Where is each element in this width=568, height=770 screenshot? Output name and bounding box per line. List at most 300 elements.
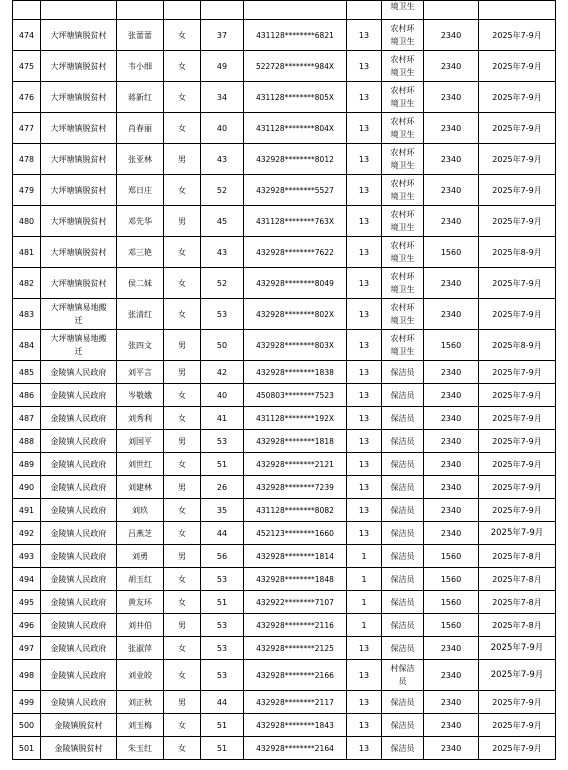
cell-no: 494 xyxy=(13,568,41,591)
cell-unit: 金陵镇人民政府 xyxy=(41,637,117,660)
cell-unit: 大坪塘镇脱贫村 xyxy=(41,82,117,113)
cell-post: 保洁员 xyxy=(382,430,424,453)
cell-post: 保洁员 xyxy=(382,714,424,737)
cell-period: 2025年7-9月 xyxy=(479,144,556,175)
cell-unit: 大坪塘镇易地搬迁 xyxy=(41,330,117,361)
cell-period: 2025年7-9月 xyxy=(479,82,556,113)
cell-salary: 2340 xyxy=(424,476,479,499)
cell-unit: 大坪塘镇脱贫村 xyxy=(41,237,117,268)
cell-id: 432928********1848 xyxy=(244,568,347,591)
cell-sex: 女 xyxy=(164,499,201,522)
cell-no: 482 xyxy=(13,268,41,299)
cell-id: 522728********984X xyxy=(244,51,347,82)
cell-sex: 女 xyxy=(164,175,201,206)
cell-no: 474 xyxy=(13,20,41,51)
cell-id xyxy=(244,1,347,20)
cell-id: 432928********2117 xyxy=(244,691,347,714)
cell-post: 保洁员 xyxy=(382,384,424,407)
cell-name: 张清红 xyxy=(117,299,164,330)
cell-id: 432928********2166 xyxy=(244,660,347,691)
cell-sex: 女 xyxy=(164,113,201,144)
cell-unit: 金陵镇人民政府 xyxy=(41,430,117,453)
cell-sex: 男 xyxy=(164,144,201,175)
cell-period: 2025年8-9月 xyxy=(479,237,556,268)
cell-unit: 金陵镇人民政府 xyxy=(41,407,117,430)
cell-name: 刘正秋 xyxy=(117,691,164,714)
cell-salary: 1560 xyxy=(424,330,479,361)
cell-post: 保洁员 xyxy=(382,407,424,430)
cell-post: 保洁员 xyxy=(382,591,424,614)
cell-sex: 女 xyxy=(164,737,201,760)
cell-salary: 1560 xyxy=(424,591,479,614)
cell-salary: 2340 xyxy=(424,660,479,691)
cell-sex: 男 xyxy=(164,361,201,384)
cell-months: 13 xyxy=(347,175,382,206)
table-row xyxy=(13,591,556,614)
cell-name: 刘秀利 xyxy=(117,407,164,430)
cell-unit: 大坪塘镇脱贫村 xyxy=(41,51,117,82)
cell-id: 432928********7622 xyxy=(244,237,347,268)
cell-salary: 1560 xyxy=(424,568,479,591)
cell-no: 490 xyxy=(13,476,41,499)
cell-sex: 女 xyxy=(164,568,201,591)
cell-salary: 2340 xyxy=(424,82,479,113)
cell-no: 499 xyxy=(13,691,41,714)
cell-no: 476 xyxy=(13,82,41,113)
cell-id: 450803********7523 xyxy=(244,384,347,407)
cell-age: 43 xyxy=(201,144,244,175)
cell-no: 481 xyxy=(13,237,41,268)
cell-salary xyxy=(424,1,479,20)
cell-sex: 女 xyxy=(164,453,201,476)
cell-months: 13 xyxy=(347,737,382,760)
table-row xyxy=(13,51,556,82)
cell-age: 45 xyxy=(201,206,244,237)
roster-table xyxy=(12,0,556,760)
cell-name: 刘国平 xyxy=(117,430,164,453)
cell-age: 53 xyxy=(201,660,244,691)
cell-post: 农村环境卫生 xyxy=(382,144,424,175)
cell-sex: 男 xyxy=(164,476,201,499)
cell-months: 1 xyxy=(347,545,382,568)
cell-sex: 女 xyxy=(164,522,201,545)
cell-name: 侯二妹 xyxy=(117,268,164,299)
cell-age: 44 xyxy=(201,691,244,714)
cell-no xyxy=(13,1,41,20)
cell-no: 497 xyxy=(13,637,41,660)
cell-no: 483 xyxy=(13,299,41,330)
cell-period: 2025年7-9月 xyxy=(479,476,556,499)
cell-period: 2025年7-9月 xyxy=(479,522,556,545)
cell-months: 13 xyxy=(347,299,382,330)
cell-salary: 2340 xyxy=(424,206,479,237)
roster-body xyxy=(13,1,556,760)
cell-unit: 金陵镇脱贫村 xyxy=(41,737,117,760)
cell-sex: 男 xyxy=(164,430,201,453)
cell-period: 2025年8-9月 xyxy=(479,330,556,361)
cell-unit: 金陵镇人民政府 xyxy=(41,361,117,384)
cell-months: 13 xyxy=(347,206,382,237)
cell-sex: 女 xyxy=(164,51,201,82)
cell-unit: 大坪塘镇脱贫村 xyxy=(41,268,117,299)
cell-period: 2025年7-9月 xyxy=(479,206,556,237)
cell-id: 432928********2125 xyxy=(244,637,347,660)
cell-no: 489 xyxy=(13,453,41,476)
table-row xyxy=(13,637,556,660)
cell-months: 13 xyxy=(347,499,382,522)
cell-no: 487 xyxy=(13,407,41,430)
cell-name: 刘平言 xyxy=(117,361,164,384)
cell-salary: 2340 xyxy=(424,175,479,206)
table-row-continued xyxy=(13,1,556,20)
cell-months: 13 xyxy=(347,430,382,453)
cell-period: 2025年7-9月 xyxy=(479,660,556,691)
cell-age: 35 xyxy=(201,499,244,522)
cell-age: 40 xyxy=(201,384,244,407)
table-row xyxy=(13,660,556,691)
cell-id: 432928********1838 xyxy=(244,361,347,384)
table-row xyxy=(13,330,556,361)
cell-period: 2025年7-9月 xyxy=(479,737,556,760)
cell-post: 保洁员 xyxy=(382,614,424,637)
cell-salary: 2340 xyxy=(424,637,479,660)
cell-post: 保洁员 xyxy=(382,691,424,714)
table-row xyxy=(13,113,556,144)
cell-post: 保洁员 xyxy=(382,476,424,499)
cell-salary: 2340 xyxy=(424,407,479,430)
cell-name: 韦小细 xyxy=(117,51,164,82)
cell-period: 2025年7-9月 xyxy=(479,453,556,476)
cell-post: 农村环境卫生 xyxy=(382,330,424,361)
table-row xyxy=(13,299,556,330)
cell-unit: 大坪塘镇易地搬迁 xyxy=(41,299,117,330)
cell-age: 44 xyxy=(201,522,244,545)
cell-unit: 大坪塘镇脱贫村 xyxy=(41,175,117,206)
cell-unit: 金陵镇人民政府 xyxy=(41,453,117,476)
cell-sex: 女 xyxy=(164,20,201,51)
cell-age: 42 xyxy=(201,361,244,384)
cell-age: 53 xyxy=(201,637,244,660)
cell-post: 境卫生 xyxy=(382,1,424,20)
cell-name: 刘井伯 xyxy=(117,614,164,637)
cell-name: 邓三艳 xyxy=(117,237,164,268)
cell-id: 431128********763X xyxy=(244,206,347,237)
cell-unit: 金陵镇脱贫村 xyxy=(41,714,117,737)
cell-post: 保洁员 xyxy=(382,737,424,760)
cell-age: 56 xyxy=(201,545,244,568)
cell-no: 486 xyxy=(13,384,41,407)
cell-id: 432928********802X xyxy=(244,299,347,330)
cell-name: 刘世红 xyxy=(117,453,164,476)
cell-salary: 2340 xyxy=(424,691,479,714)
cell-months: 13 xyxy=(347,237,382,268)
cell-period: 2025年7-9月 xyxy=(479,714,556,737)
cell-salary: 2340 xyxy=(424,113,479,144)
cell-months: 13 xyxy=(347,384,382,407)
cell-sex: 男 xyxy=(164,545,201,568)
cell-name: 吕燕芝 xyxy=(117,522,164,545)
cell-no: 492 xyxy=(13,522,41,545)
cell-no: 496 xyxy=(13,614,41,637)
roster-table-container xyxy=(12,0,555,760)
cell-sex: 女 xyxy=(164,384,201,407)
cell-name: 刘业皎 xyxy=(117,660,164,691)
cell-months: 13 xyxy=(347,144,382,175)
cell-name: 黄友环 xyxy=(117,591,164,614)
cell-months: 13 xyxy=(347,330,382,361)
cell-age: 51 xyxy=(201,737,244,760)
cell-id: 431128********8082 xyxy=(244,499,347,522)
cell-salary: 2340 xyxy=(424,499,479,522)
cell-unit: 金陵镇人民政府 xyxy=(41,691,117,714)
cell-no: 475 xyxy=(13,51,41,82)
cell-months: 13 xyxy=(347,20,382,51)
cell-salary: 2340 xyxy=(424,20,479,51)
cell-period: 2025年7-9月 xyxy=(479,20,556,51)
cell-post: 农村环境卫生 xyxy=(382,299,424,330)
cell-months: 13 xyxy=(347,637,382,660)
cell-no: 488 xyxy=(13,430,41,453)
cell-post: 农村环境卫生 xyxy=(382,113,424,144)
table-row xyxy=(13,453,556,476)
cell-months: 13 xyxy=(347,522,382,545)
cell-post: 保洁员 xyxy=(382,568,424,591)
table-row xyxy=(13,568,556,591)
table-row xyxy=(13,545,556,568)
cell-post: 保洁员 xyxy=(382,453,424,476)
cell-sex: 男 xyxy=(164,614,201,637)
table-row xyxy=(13,206,556,237)
cell-unit: 金陵镇人民政府 xyxy=(41,545,117,568)
cell-id: 432928********5527 xyxy=(244,175,347,206)
cell-unit: 大坪塘镇脱贫村 xyxy=(41,20,117,51)
cell-age: 50 xyxy=(201,330,244,361)
cell-months: 13 xyxy=(347,691,382,714)
cell-name: 胡玉红 xyxy=(117,568,164,591)
cell-post: 保洁员 xyxy=(382,637,424,660)
cell-period: 2025年7-9月 xyxy=(479,268,556,299)
cell-months: 13 xyxy=(347,361,382,384)
cell-unit xyxy=(41,1,117,20)
cell-salary: 2340 xyxy=(424,714,479,737)
cell-name: 岑敬娥 xyxy=(117,384,164,407)
cell-unit: 大坪塘镇脱贫村 xyxy=(41,144,117,175)
cell-sex: 女 xyxy=(164,637,201,660)
cell-no: 500 xyxy=(13,714,41,737)
cell-post: 农村环境卫生 xyxy=(382,175,424,206)
cell-salary: 2340 xyxy=(424,737,479,760)
table-row xyxy=(13,175,556,206)
cell-unit: 金陵镇人民政府 xyxy=(41,591,117,614)
cell-age: 53 xyxy=(201,568,244,591)
cell-months: 13 xyxy=(347,660,382,691)
cell-age: 34 xyxy=(201,82,244,113)
cell-age: 51 xyxy=(201,453,244,476)
cell-age: 41 xyxy=(201,407,244,430)
cell-name: 刘玖 xyxy=(117,499,164,522)
table-row xyxy=(13,361,556,384)
cell-age: 37 xyxy=(201,20,244,51)
table-row xyxy=(13,82,556,113)
table-row xyxy=(13,407,556,430)
cell-no: 498 xyxy=(13,660,41,691)
cell-age: 53 xyxy=(201,614,244,637)
cell-months: 1 xyxy=(347,591,382,614)
cell-age: 53 xyxy=(201,299,244,330)
cell-salary: 1560 xyxy=(424,237,479,268)
cell-unit: 金陵镇人民政府 xyxy=(41,568,117,591)
cell-name: 张淑萍 xyxy=(117,637,164,660)
cell-no: 491 xyxy=(13,499,41,522)
cell-age: 51 xyxy=(201,591,244,614)
cell-no: 495 xyxy=(13,591,41,614)
cell-unit: 大坪塘镇脱贫村 xyxy=(41,113,117,144)
cell-unit: 金陵镇人民政府 xyxy=(41,614,117,637)
table-row xyxy=(13,268,556,299)
cell-id: 432928********8012 xyxy=(244,144,347,175)
cell-sex: 男 xyxy=(164,206,201,237)
table-row xyxy=(13,737,556,760)
cell-sex: 女 xyxy=(164,268,201,299)
cell-no: 485 xyxy=(13,361,41,384)
cell-sex: 女 xyxy=(164,591,201,614)
cell-months xyxy=(347,1,382,20)
cell-no: 479 xyxy=(13,175,41,206)
cell-period: 2025年7-9月 xyxy=(479,691,556,714)
cell-period: 2025年7-8月 xyxy=(479,591,556,614)
cell-salary: 2340 xyxy=(424,522,479,545)
cell-unit: 金陵镇人民政府 xyxy=(41,522,117,545)
cell-id: 431128********804X xyxy=(244,113,347,144)
cell-months: 1 xyxy=(347,614,382,637)
table-row xyxy=(13,614,556,637)
cell-name: 张四文 xyxy=(117,330,164,361)
cell-period: 2025年7-9月 xyxy=(479,407,556,430)
table-row xyxy=(13,237,556,268)
cell-sex: 女 xyxy=(164,714,201,737)
cell-id: 432928********1814 xyxy=(244,545,347,568)
cell-period: 2025年7-8月 xyxy=(479,545,556,568)
cell-salary: 2340 xyxy=(424,430,479,453)
cell-unit: 金陵镇人民政府 xyxy=(41,660,117,691)
cell-post: 保洁员 xyxy=(382,545,424,568)
cell-months: 13 xyxy=(347,82,382,113)
cell-sex: 女 xyxy=(164,660,201,691)
cell-age xyxy=(201,1,244,20)
cell-period: 2025年7-9月 xyxy=(479,299,556,330)
cell-sex: 女 xyxy=(164,82,201,113)
cell-name: 刘建林 xyxy=(117,476,164,499)
cell-period: 2025年7-8月 xyxy=(479,568,556,591)
cell-post: 农村环境卫生 xyxy=(382,82,424,113)
cell-salary: 1560 xyxy=(424,545,479,568)
table-row xyxy=(13,144,556,175)
cell-id: 431128********192X xyxy=(244,407,347,430)
cell-post: 农村环境卫生 xyxy=(382,268,424,299)
cell-months: 13 xyxy=(347,453,382,476)
cell-salary: 2340 xyxy=(424,268,479,299)
table-row xyxy=(13,384,556,407)
cell-no: 501 xyxy=(13,737,41,760)
cell-salary: 1560 xyxy=(424,614,479,637)
cell-no: 478 xyxy=(13,144,41,175)
cell-period: 2025年7-9月 xyxy=(479,113,556,144)
cell-age: 52 xyxy=(201,268,244,299)
cell-salary: 2340 xyxy=(424,453,479,476)
cell-period: 2025年7-9月 xyxy=(479,175,556,206)
cell-age: 26 xyxy=(201,476,244,499)
cell-salary: 2340 xyxy=(424,51,479,82)
cell-age: 52 xyxy=(201,175,244,206)
cell-sex: 男 xyxy=(164,691,201,714)
cell-sex: 男 xyxy=(164,330,201,361)
cell-name: 蒋新红 xyxy=(117,82,164,113)
cell-salary: 2340 xyxy=(424,361,479,384)
cell-unit: 金陵镇人民政府 xyxy=(41,499,117,522)
cell-period xyxy=(479,1,556,20)
table-row xyxy=(13,691,556,714)
cell-unit: 金陵镇人民政府 xyxy=(41,384,117,407)
cell-id: 432922********7107 xyxy=(244,591,347,614)
cell-id: 432928********8049 xyxy=(244,268,347,299)
cell-sex xyxy=(164,1,201,20)
cell-name: 朱玉红 xyxy=(117,737,164,760)
cell-post: 保洁员 xyxy=(382,522,424,545)
cell-id: 432928********2121 xyxy=(244,453,347,476)
cell-months: 13 xyxy=(347,268,382,299)
cell-months: 13 xyxy=(347,407,382,430)
cell-post: 农村环境卫生 xyxy=(382,237,424,268)
cell-salary: 2340 xyxy=(424,144,479,175)
table-row xyxy=(13,714,556,737)
cell-post: 农村环境卫生 xyxy=(382,206,424,237)
table-row xyxy=(13,522,556,545)
cell-period: 2025年7-9月 xyxy=(479,51,556,82)
cell-period: 2025年7-9月 xyxy=(479,430,556,453)
cell-id: 432928********1843 xyxy=(244,714,347,737)
cell-age: 53 xyxy=(201,430,244,453)
table-row xyxy=(13,20,556,51)
cell-name: 刘玉梅 xyxy=(117,714,164,737)
cell-post: 保洁员 xyxy=(382,361,424,384)
cell-id: 432928********1818 xyxy=(244,430,347,453)
table-row xyxy=(13,499,556,522)
cell-unit: 大坪塘镇脱贫村 xyxy=(41,206,117,237)
table-row xyxy=(13,476,556,499)
cell-period: 2025年7-9月 xyxy=(479,384,556,407)
cell-period: 2025年7-9月 xyxy=(479,361,556,384)
cell-id: 432928********7239 xyxy=(244,476,347,499)
cell-period: 2025年7-8月 xyxy=(479,614,556,637)
cell-post: 农村环境卫生 xyxy=(382,51,424,82)
cell-name: 张蕾蕾 xyxy=(117,20,164,51)
cell-period: 2025年7-9月 xyxy=(479,499,556,522)
cell-unit: 金陵镇人民政府 xyxy=(41,476,117,499)
cell-sex: 女 xyxy=(164,299,201,330)
cell-sex: 女 xyxy=(164,237,201,268)
cell-no: 493 xyxy=(13,545,41,568)
cell-months: 13 xyxy=(347,714,382,737)
cell-age: 40 xyxy=(201,113,244,144)
cell-no: 484 xyxy=(13,330,41,361)
cell-age: 49 xyxy=(201,51,244,82)
cell-no: 480 xyxy=(13,206,41,237)
cell-age: 51 xyxy=(201,714,244,737)
cell-post: 农村环境卫生 xyxy=(382,20,424,51)
cell-id: 432928********803X xyxy=(244,330,347,361)
cell-name xyxy=(117,1,164,20)
cell-months: 13 xyxy=(347,51,382,82)
